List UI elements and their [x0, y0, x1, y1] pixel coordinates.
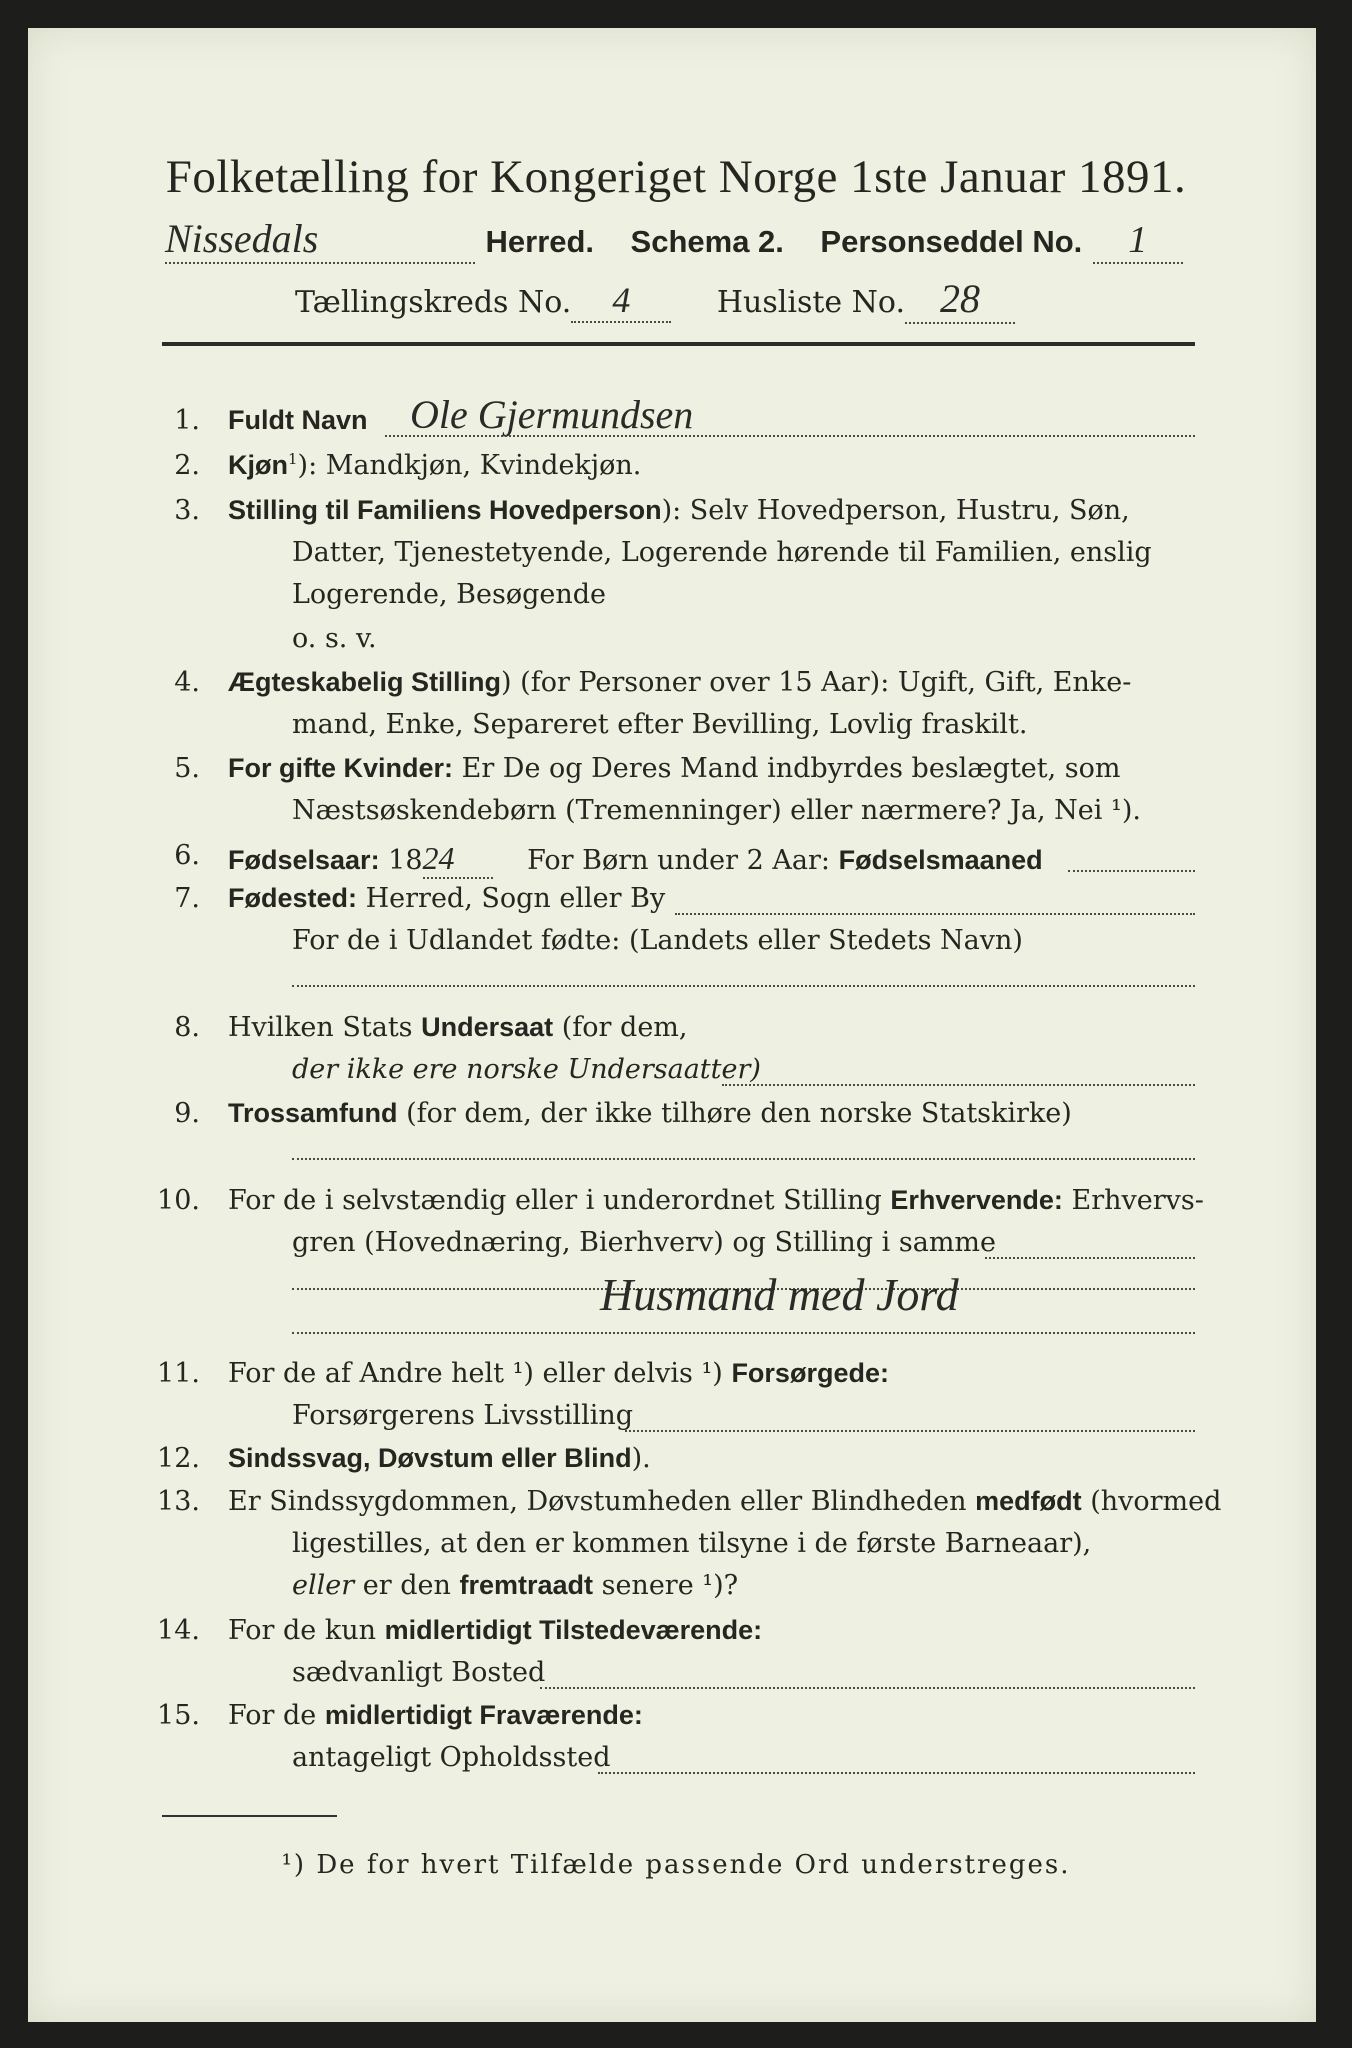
year-prefix: 18 [388, 845, 423, 876]
item-text: senere ¹)? [601, 1570, 739, 1601]
herred-label: Herred. [485, 224, 595, 259]
item-text: er den [362, 1570, 451, 1601]
item-text: der ikke ere norske Undersaatter) [292, 1054, 761, 1085]
kreds-value[interactable]: 4 [571, 279, 671, 323]
item-text: mand, Enke, Separeret efter Bevilling, Lovlig fraskilt. [292, 709, 1028, 740]
item-text: ). [631, 1443, 651, 1474]
name-fill-line [385, 435, 1195, 437]
fill-line [985, 1257, 1195, 1259]
item-text: For de i Udlandet fødte: (Landets eller Stedets Navn) [292, 925, 1023, 956]
item-text: Er Sindssygdommen, Døvstumheden eller Blindheden [228, 1486, 967, 1517]
item-label: midlertidigt Tilstedeværende: [384, 1615, 763, 1645]
item-number: 2. [174, 450, 200, 481]
item-label: Sindssvag, Døvstum eller Blind [228, 1443, 632, 1473]
item-number: 1. [174, 405, 200, 436]
item-text: Logerende, Besøgende [292, 579, 606, 610]
herred-line [165, 215, 1183, 264]
personseddel-label: Personseddel No. [820, 224, 1083, 259]
item-text: ): Mandkjøn, Kvindekjøn. [297, 450, 642, 481]
husliste-label: Husliste No. [716, 285, 906, 320]
item-text: (for dem, der ikke tilhøre den norske Statskirke) [406, 1098, 1072, 1129]
item-text: For de i selvstændig eller i underordnet Stilling [228, 1185, 882, 1216]
item-label: Erhvervende: [890, 1185, 1063, 1215]
item-number: 4. [174, 667, 200, 698]
item-text: antageligt Opholdssted [292, 1742, 611, 1773]
item-label: Ægteskabelig Stilling [228, 667, 502, 697]
full-name-value[interactable]: Ole Gjermundsen [410, 392, 694, 437]
item-number: 3. [174, 495, 200, 526]
item-text: eller [292, 1570, 355, 1601]
item-label: Fødselsaar: [228, 845, 380, 875]
item-text: o. s. v. [292, 623, 377, 654]
item-number: 9. [174, 1098, 200, 1129]
item-text: For Børn under 2 Aar: [527, 845, 830, 876]
item-label: Fødselsmaaned [838, 845, 1043, 875]
item-number: 14. [157, 1615, 200, 1646]
fill-line [540, 1687, 1195, 1689]
item-text: (for dem, [561, 1012, 688, 1043]
fill-line [625, 1430, 1195, 1432]
item-text: ) (for Personer over 15 Aar): Ugift, Gift, Enke- [501, 667, 1132, 698]
item-label: midlertidigt Fraværende: [324, 1700, 643, 1730]
item-text: For de af Andre helt ¹) eller delvis ¹) [228, 1358, 723, 1389]
fill-line [722, 1084, 1195, 1086]
fill-line [292, 985, 1195, 987]
husliste-value[interactable]: 28 [905, 275, 1015, 324]
item-label: Stilling til Familiens Hovedperson [228, 495, 662, 525]
personseddel-value[interactable]: 1 [1093, 218, 1183, 264]
fill-line [1068, 870, 1195, 872]
item-text: Herred, Sogn eller By [365, 883, 666, 914]
item-number: 10. [157, 1185, 200, 1216]
item-text: Næstsøskendebørn (Tremenninger) eller nærmere? Ja, Nei ¹). [292, 795, 1141, 826]
item-number: 8. [174, 1012, 200, 1043]
item-label: Forsørgede: [731, 1358, 889, 1388]
item-label: Fuldt Navn [228, 405, 368, 435]
schema-label: Schema 2. [630, 224, 784, 259]
item-text: (hvormed [1090, 1486, 1222, 1517]
item-number: 11. [157, 1358, 200, 1389]
item-text: Hvilken Stats [228, 1012, 413, 1043]
item-number: 12. [157, 1443, 200, 1474]
item-number: 15. [157, 1700, 200, 1731]
item-text: gren (Hovednæring, Bierhverv) og Stilling i samme [292, 1227, 997, 1258]
kreds-label: Tællingskreds No. [295, 285, 572, 320]
item-label: Kjøn [228, 450, 288, 480]
item-label: medfødt [975, 1486, 1082, 1516]
fill-line [292, 1332, 1195, 1334]
item-text: Forsørgerens Livsstilling [292, 1400, 634, 1431]
item-label: Fødested: [228, 883, 358, 913]
item-text: For de kun [228, 1615, 376, 1646]
birth-year-value[interactable]: 24 [423, 840, 493, 879]
item-label: Trossamfund [228, 1098, 398, 1128]
item-number: 6. [174, 840, 200, 871]
item-label: For gifte Kvinder: [228, 753, 454, 783]
occupation-value[interactable]: Husmand med Jord [600, 1269, 959, 1320]
item-label: fremtraadt [459, 1570, 593, 1600]
item-text: Erhvervs- [1071, 1185, 1204, 1216]
item-text: sædvanligt Bosted [292, 1657, 546, 1688]
item-label: Undersaat [421, 1012, 554, 1042]
item-number: 7. [174, 883, 200, 914]
item-text: ligestilles, at den er kommen tilsyne i de første Barneaar), [292, 1528, 1092, 1559]
item-text: For de [228, 1700, 317, 1731]
item-number: 13. [157, 1486, 200, 1517]
footnote-mark: 1 [288, 450, 298, 468]
item-text: Datter, Tjenestetyende, Logerende hørende til Familien, enslig [292, 537, 1152, 568]
footnote: ¹) De for hvert Tilfælde passende Ord understreges. [281, 1850, 1071, 1880]
kreds-line [295, 275, 1015, 324]
item-text: Er De og Deres Mand indbyrdes beslægtet, som [461, 753, 1121, 784]
fill-line [598, 1772, 1195, 1774]
fill-line [292, 1158, 1195, 1160]
item-number: 5. [174, 753, 200, 784]
fill-line [675, 913, 1195, 915]
header-rule [162, 342, 1195, 346]
item-text: ): Selv Hovedperson, Hustru, Søn, [661, 495, 1130, 526]
footnote-rule [162, 1815, 337, 1817]
herred-value[interactable]: Nissedals [165, 215, 475, 264]
form-title: Folketælling for Kongeriget Norge 1ste Januar 1891. [165, 151, 1187, 203]
